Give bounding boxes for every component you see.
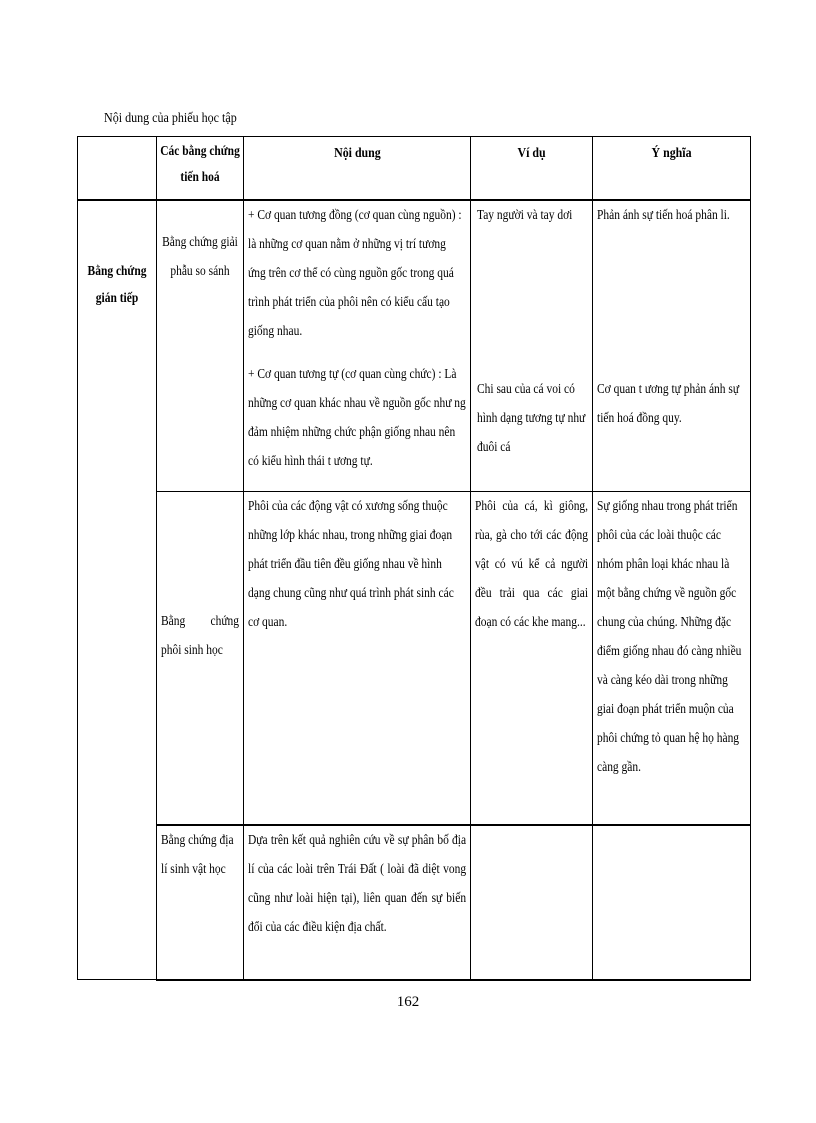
- page-number: 162: [396, 994, 420, 1010]
- header-example-cell: [471, 137, 593, 200]
- anatomy-example-cell: [471, 200, 593, 492]
- anatomy-type: Bằng chứng giải phẫu so sánh: [162, 234, 238, 279]
- homologous-meaning: Phản ánh sự tiến hoá phân li.: [597, 207, 730, 223]
- header-meaning-cell: [593, 137, 751, 200]
- homologous-content: + Cơ quan tương đồng (cơ quan cùng nguồn) : là những cơ quan nằm ở những vị trí tương ứng trên cơ thể có cùng nguồn gốc trong quá trình phát triển của phôi nên có kiểu cấu tạo giống nhau.: [248, 207, 462, 339]
- embryology-example: Phôi của cá, kì giông, rùa, gà cho tới các động vật có vú kể cả người đều trải qua các giai đoạn có các khe mang...: [475, 499, 589, 630]
- biogeography-content: Dựa trên kết quả nghiên cứu về sự phân bố địa lí của các loài trên Trái Đất ( loài đã diệt vong cũng như loài hiện tại), liên quan đến sự biến đổi của các điều kiện địa chất.: [248, 832, 467, 935]
- analogous-example: Chi sau của cá voi có hình dạng tương tự như đuôi cá: [477, 381, 586, 455]
- header-meaning: Ý nghĩa: [651, 146, 692, 161]
- header-type-cell: [157, 137, 244, 200]
- learning-sheet-table: [77, 136, 751, 981]
- table-caption: Nội dung của phiếu học tập: [104, 111, 237, 126]
- biogeography-type-cell: [157, 825, 244, 980]
- header-blank-cell: [78, 137, 157, 200]
- embryology-content: Phôi của các động vật có xương sống thuộc những lớp khác nhau, trong những giai đoạn phát triển đầu tiên đều giống nhau về hình dạng chung cũng như quá trình phát sinh các cơ quan.: [248, 499, 454, 630]
- table-row-anatomy: [78, 200, 751, 492]
- embryology-content-cell: [244, 492, 471, 825]
- embryology-type-cell: [157, 492, 244, 825]
- embryology-example-cell: [471, 492, 593, 825]
- table-row-embryology: [78, 492, 751, 825]
- header-content: Nội dung: [333, 146, 381, 161]
- analogous-content: + Cơ quan tương tự (cơ quan cùng chức) : Là những cơ quan khác nhau về nguồn gốc như ng đảm nhiệm những chức phận giống nhau nên có kiểu hình thái t ương tự.: [248, 366, 466, 469]
- biogeography-meaning-cell: [593, 825, 751, 980]
- header-type: Các bằng chứng tiến hoá: [160, 144, 240, 185]
- table-header-row: [78, 137, 751, 200]
- header-content-cell: [244, 137, 471, 200]
- biogeography-content-cell: [244, 825, 471, 980]
- embryology-meaning: Sự giống nhau trong phát triển phôi của các loài thuộc các nhóm phân loại khác nhau là một bằng chứng về nguồn gốc chung của chúng. Những đặc điểm giống nhau đó càng nhiều và càng kéo dài trong những giai đoạn phát triển muộn của phôi chứng tỏ quan hệ họ hàng càng gần.: [597, 499, 742, 775]
- group-label: Bằng chứng gián tiếp: [87, 263, 147, 306]
- anatomy-type-cell: [157, 200, 244, 492]
- analogous-meaning: Cơ quan t ương tự phản ánh sự tiến hoá đồng quy.: [597, 381, 740, 426]
- group-label-cell: [78, 200, 157, 980]
- anatomy-content-cell: [244, 200, 471, 492]
- biogeography-example-cell: [471, 825, 593, 980]
- embryology-meaning-cell: [593, 492, 751, 825]
- biogeography-type: Bằng chứng địa lí sinh vật học: [161, 832, 234, 877]
- homologous-example: Tay người và tay dơi: [477, 207, 573, 223]
- embryology-type: Bằng chứng phôi sinh học: [161, 614, 240, 658]
- header-example: Ví dụ: [517, 146, 546, 161]
- table-row-biogeography: [78, 825, 751, 980]
- anatomy-meaning-cell: [593, 200, 751, 492]
